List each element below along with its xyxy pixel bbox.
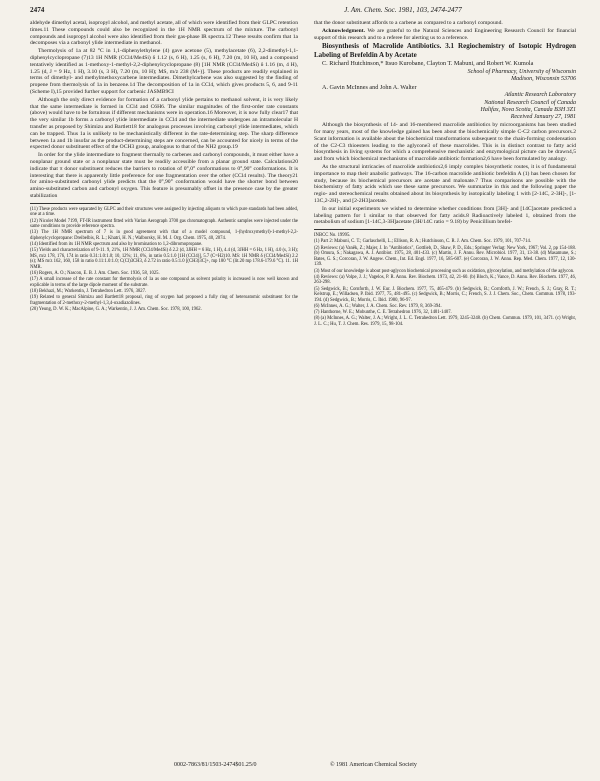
footnote: (7) Hanthorne, W. E.; Mobunthe, C. E. Tetrahedron 1976, 32, 1401-1407. xyxy=(314,310,452,316)
article-code: 0002-7863/81/1503-2474$01.25/0 xyxy=(174,762,257,768)
footnote: (4) Reviews: (a) Volpe, J. J.; Vagelos, P. R. Annu. Rev. Biochem. 1973, 42, 21-60. (b) Bloch, K.; Vance, D. Annu. Rev. Biochem. 1977, 46, 263-298. xyxy=(314,274,576,286)
body-paragraph: In our initial experiments we wished to determine whether conditions from [3H]- and [14C]acetate predicted a labeling pattern for 1 similar to that observed for fatty acids.8 Radioactively labeled 1, obtained from the metabolism of sodium [1-14C,3-3H]acetate (3H/14C ratio = 9.18) by Penicillium brefel- xyxy=(314,205,576,226)
body-paragraph: Thermolysis of 1a at 82 °C in 1,1-diphenylethylene (4) gave acetone (5), methylacetate (6), 2,2-dimethyl-1,1-diphenylcyclopropane (7)13 1H NMR (CCl4/Me4Si) δ 1.12 (s, 6 H), 1.25 (s, 6 H), 7.20 (m, 10 H), and a compound tentatively identified as 1-methoxy-1-methyl-2,2-diphenylcyclopropane (8) [1H NMR (CCl4/Me4Si) δ 1.16 (m, 4 H), 1.25 (d, J = 9 Hz, 1 H), 3.10 (s, 3 H), 7.20 (m, 10 H); MS, m/z 238 (M+)]. These products are readily explained in terms of dimethyl- and methylmethoxycarbene intermediates. Dimethylcarbene was also suggested by the finding of propene from thermolysis of 1a in benzene.14 The decomposition of 1a in CCl4, which gives products 5, 6, and 9-11 (Scheme I),15 provided further support for carbenic JASMB9CI xyxy=(30,48,298,95)
footnote: (16) Rogers, A. O.; Nascon, E. B. J. Am. Chem. Soc. 1936, 58, 1025. xyxy=(30,271,160,277)
page-footer xyxy=(0,762,600,772)
footnote: (20) Yeung, D. W. K.; MacAlpine, G. A.; Warkentin, J. J. Am. Chem. Soc. 1978, 100, 1962. xyxy=(30,307,202,313)
affiliation-line: Halifax, Nova Scotia, Canada B3H 3Z1 xyxy=(480,106,576,113)
body-paragraph: that the donor substituent affords to a carbene as compared to a carbonyl compound. xyxy=(314,20,503,26)
footnote: (17) A small increase of the rate constant for thermolysis of 1a as one compound as solvent polarity is increased is now well known and explicable in terms of the large dipole moment of the substrate. xyxy=(30,277,298,288)
footnote: (5) Sedgwick, B.; Cornforth, J. W. Eur. J. Biochem. 1977, 75, 465-479. (b) Sedgwick, B.; Cornforth, J. W.; French, S. J.; Gray, R. T.; Kelstrup, E.; Willadsen, P. Ibid. 1977, 75, 481-495. (c) Sedgwick, B.; Morris, C.; French, S. J. J. Chem. Soc., Chem. Commun. 1978, 193-194. (d) Sedgwick, B.; Morris, C. Ibid. 1980, 96-97. xyxy=(314,286,576,303)
journal-citation: J. Am. Chem. Soc. 1981, 103, 2474-2477 xyxy=(344,6,462,14)
body-paragraph: In order for the ylide intermediate to fragment thermally to carbenes and carbonyl compounds, it must either have a nonplanar ground state or a nonplanar state must be readily accessible from a planar ground state. Calculations20 indicate that π donor substituent reduces the barriers to rotation of 0°,0° conformations to 0°,90° conformations. It is interesting that there is apparently little preference for one fragmentation over the other (CCl4 results). The theory21 for amino-substituted carbonyl ylide predicts that the 0°,90° conformation would have the shorter bond between amino-substituted carbon and carbonyl oxygen. This feature is presumably offset in the presence case by the greater stabilization xyxy=(30,152,298,199)
footnote: (15) Yields and characterization of 9-11. 9, 21%, 1H NMR (CCl4/Me4Si) δ 2.2 (d, 3JHH = 6 Hz, 1 H), 4.4 (d, 3JHH = 6 Hz, 1 H), 4.0 (s, 3 H); MS, m/z 178, 176, 174 in ratio 0.31:1.0:1.0; 10, 12%; 11, 6%, in ratio 0.5:1.0 [1H (CCl4)], 5.7 (C=H2)10. MS: 1H NMR δ (CCl4/Me4Si) 2.2 (s); MS m/z 162, 160, 158 in ratio 0.11:1.0:1.0; C(Cl)3CH3, δ 2.72 in ratio 0.5:1.0 [(CH3)3C]+, mp 180 °C (lit.20 mp 178.6-179.6 °C). 11. 1H NMR. xyxy=(30,248,298,271)
body-paragraph: aldehyde dimethyl acetal, isopropyl alcohol, and methyl acetate, all of which were identified from their GLPC retention times.11 These compounds could also be recognized in the 1H NMR spectrum of the mixture. The carbonyl compounds and isopropyl alcohol were also identified from their gas-phase IR spectra.12 These results confirm that 1a decomposes via a carbonyl ylide intermediate in methanol. xyxy=(30,20,298,47)
page-number: 2474 xyxy=(30,6,45,14)
acknowledgment xyxy=(314,28,576,42)
affiliation-line: School of Pharmacy, University of Wisconsin xyxy=(467,68,576,75)
footnote: (2) Reviews: (a) Vaněk, Z.; Majer, J. In "Antibiotics", Gottlieb, D., Shaw, P. D., Eds.; Springer Verlag: New York, 1967; Vol. 2, pp 154-188. (b) Omura, S.; Nakagawa, A. J. Antibiot. 1975, 28, 401-433. (c) Martin, J. F. Annu. Rev. Microbiol. 1977, 31, 13-38. (d) Masamune, S.; Bates, G. S.; Corcoran, J. W. Angew. Chem., Int. Ed. Engl. 1977, 16, 585-607. (e) Corcoran, J. W. Annu. Rep. Med. Chem. 1977, 12, 130-139. xyxy=(314,245,576,268)
footnote: (3) Most of our knowledge is about post-aglycon biochemical processing such as oxidation, glycosylation, and methylation of the aglycon. xyxy=(314,268,575,274)
body-paragraph: Although the only direct evidence for formation of a carbonyl ylide pertains to methanol solvent, it is very likely that the same intermediate is formed in CCl4 and C6H6. The similar magnitudes of the first-order rate constants (above) would have to be fortuitous if different mechanisms were in operation.16 Moreover, it is now fully clear17 that the very similar 1b forms a carbonyl ylide intermediate in CCl4 and the intermediate undergoes an intramolecular H transfer as proposed by Shimizu and Bartlett18 for analogous processes involving carbonyl ylide intermediates, which can be trapped. Thus 1a is unlikely to be mechanistically different in the rate-determining step. The sharp difference between 1a and 1b insofar as the product-determining steps are concerned, can be accounted for nicely in terms of the expected donor substituent effect of the OCH3 group, analogous to that of the NH2 group.19 xyxy=(30,96,298,151)
footnote: (6) McInnes, A. G.; Walter, J. A. Chem. Soc. Rev. 1979, 8, 369-394. xyxy=(314,303,442,309)
footnote: (19) Related to general Shimizu and Bartlett18 proposal, ring of oxygen had proposed a fully ring of heteroatomic substituent for the fragmentation of 2-methoxy-2-methyl-1,3,4-oxadiazolines. xyxy=(30,295,298,306)
body-paragraph: Although the biosynthesis of 14- and 16-membered macrolide antibiotics by microorganisms has been studied for many years, most of the knowledge gained has been about the biochemically simple C-C2 carbon precursors.2 Scant information is available about the biochemical transformations subsequent to the chain-forming condensation of the C2-C3 thioesters leading to the aglycone3 of these macrolides. This is in distinct contrast to fatty acid biosynthesis in living systems for which a comprehensive mechanistic and enzymological picture can be drawn4,5 and from which biochemical mechanisms of macrolide antibiotic formation2,6 have been formulated by analogy. xyxy=(314,122,576,163)
footnote: (12) Nicolet Model 7199, FT-IR instrument fitted with Varian Aerograph 3700 gas chromatograph. Authentic samples were injected under the same conditions to provide reference spectra. xyxy=(30,218,298,230)
footnote: (18) Bekhazi, M.; Warkentin, J. Tetrahedron Lett. 1976, 3827. xyxy=(30,289,147,295)
footnote-divider xyxy=(30,203,120,204)
received-date: Received January 27, 1981 xyxy=(510,114,576,121)
acknowledgment-heading: Acknowledgment. xyxy=(322,27,366,34)
author-list: C. Richard Hutchinson,* Itsuo Kurobane, Clayton T. Mabuni, and Robert W. Kumola xyxy=(322,60,534,68)
right-column xyxy=(314,20,576,328)
affiliation xyxy=(314,92,576,121)
footnote: (8) (a) McInnes, A. G.; Walter, J. A.; Wright, J. L. C. Tetrahedron Lett. 1979, 3245-3248. (b) Chem. Commun. 1979, 101, 3471. (c) Wright, J. L. C.; Hu, T. J. Chem. Res. 1979, 15, 98-104. xyxy=(314,316,576,327)
author-list: A. Gavin McInnes and John A. Walter xyxy=(322,84,417,92)
affiliation-line: Atlantic Research Laboratory xyxy=(504,92,576,99)
acknowledgment-text: We are grateful to the Natural Sciences and Engineering Research Council for financial support of this research and to a referee for alerting us to a reference. xyxy=(314,27,576,41)
footnote: (1) Part 2: Mabuni, C. T.; Garlaschelli, L.; Ellison, R. A.; Hutchinson, C. R. J. Am. Chem. Soc. 1979, 101, 707-714. xyxy=(314,239,532,245)
footnote: (14) Identified from its 1H NMR spectrum and also by bromination to 1,2-dibromopropane. xyxy=(30,242,203,248)
footnote-divider xyxy=(314,229,404,230)
affiliation-line: National Research Council of Canada xyxy=(484,99,576,106)
running-header xyxy=(30,6,576,18)
footnote: (13) The 1H NMR spectrum of 7 is in good agreement with that of a model compound, 1-(hydroxymethyl)-1-methyl-2,2-diphenylcyclopropane: Dreibelbis, R. L.; Khatri, H. N.; Walborsky, H. M. J. Org. Chem. 1975, 40, 2074. xyxy=(30,230,298,241)
footnote: INBCC No. 19995. xyxy=(314,233,351,239)
affiliation xyxy=(314,69,576,83)
copyright-notice: © 1981 American Chemical Society xyxy=(330,762,417,768)
left-column xyxy=(30,20,298,313)
footnote: (11) These products were separated by GLPC and their structures were assigned by injecting aliquots to which pure standards had been added, one at a time. xyxy=(30,206,298,218)
body-paragraph: As the structural intricacies of macrolide antibiotics2,6 imply complex biosynthetic routes, it is of fundamental importance to map their anabolic pathways. The 16-carbon macrolide antibiotic brefeldin A (1) has been chosen for study, because its biochemical precursors are acetate and malonate.7 Thus comparisons are possible with the biochemistry of fatty acids which use these same precursors. We summarize in this and the following paper the regio- and stereochemical results obtained about its biosynthesis by isotopically labeling 1 with [2-14C, 2-3H]-, [1-13C,2-2H]-, and [2-2H3]acetate. xyxy=(314,164,576,204)
article-title: Biosynthesis of Macrolide Antibiotics. 3.1 Regiochemistry of Isotopic Hydrogen Labeling of Brefeldin A by Acetate xyxy=(314,42,576,59)
affiliation-line: Madison, Wisconsin 53706 xyxy=(511,75,576,82)
